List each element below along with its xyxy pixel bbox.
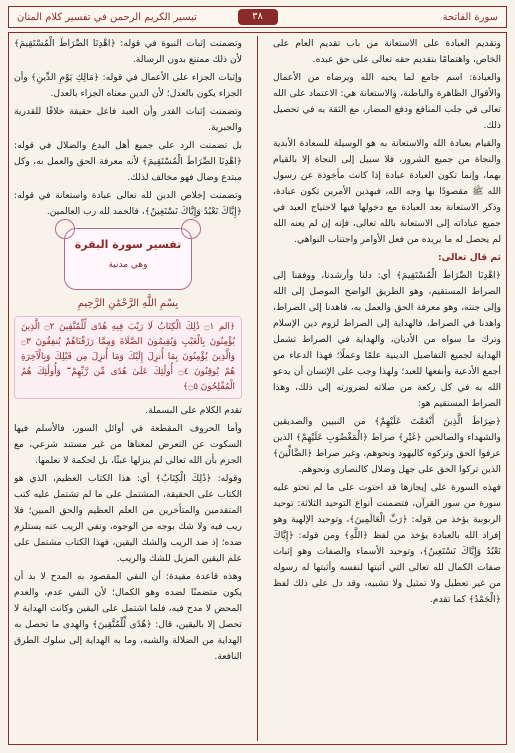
paragraph: وهذه قاعدة مفيدة: أن النفي المقصود به المدح لا بد أن يكون متضمنًا لضده وهو الكمال؛ لأن النفي عدم، والعدم المحض لا مدح فيه، فلما اشتمل على اليقين وكانت الهداية لا تحصل إلا باليقين، قال: ﴿هُدًى لِّلْمُتَّقِينَ﴾ والهدى ما تحصل به الهداية من الضلالة والشبه، وما به الهداية إلى سلوك الطرق النافعة. xyxy=(14,571,242,662)
paragraph: وأما الحروف المقطعة في أوائل السور، فالأسلم فيها السكوت عن التعرض لمعناها من غير مستند شرعي، مع الجزم بأن الله تعالى لم ينزلها عبثًا، بل لحكمة لا نعلمها. xyxy=(14,423,242,466)
left-column xyxy=(14,36,242,741)
surah-title: تفسير سورة البقرة xyxy=(74,238,182,251)
paragraph: وإثبات الجزاء على الأعمال في قوله: ﴿مَالِكِ يَوْمِ الدِّينِ﴾ وأن الجزاء يكون بالعدل؛ لأن الدين معناه الجزاء بالعدل. xyxy=(14,72,242,99)
paragraph: وقوله: ﴿ذَٰلِكَ الْكِتَابُ﴾ أي: هذا الكتاب العظيم، الذي هو الكتاب على الحقيقة، المشتمل على ما لم تشتمل عليه كتب المتقدمين والمتأخرين من العلم العظيم والحق المبين؛ فلا ريب فيه ولا شك بوجه من الوجوه، ونفي الريب عنه يستلزم ضده؛ إذ ضد الريب والشك اليقين، فهذا الكتاب مشتمل على علم اليقين المزيل للشك والريب. xyxy=(14,473,242,564)
basmala: بِسْمِ اللَّهِ الرَّحْمَٰنِ الرَّحِيمِ xyxy=(77,298,179,309)
paragraph: وتضمنت إثبات القدر وأن العبد فاعل حقيقة خلافًا للقدرية والجبرية. xyxy=(14,106,242,133)
paragraph: فهذه السورة على إيجازها قد احتوت على ما لم تحتو عليه سورة من سور القرآن، فتضمنت أنواع التوحيد الثلاثة: توحيد الربوبية يؤخذ من قوله: ﴿رَبِّ الْعَالَمِينَ﴾، وتوحيد الإلهية وهو إفراد الله بالعبادة يؤخذ من لفظ ﴿اللَّهِ﴾ ومن قوله: ﴿إِيَّاكَ نَعْبُدُ وَإِيَّاكَ نَسْتَعِينُ﴾، وتوحيد الأسماء والصفات وهو إثبات صفات الكمال لله تعالى التي أثبتها لنفسه وأثبتها له رسوله من غير تعطيل ولا تمثيل ولا تشبيه، وقد دل على ذلك لفظ ﴿الْحَمْدُ﴾ كما تقدم. xyxy=(273,482,501,605)
page-number: ٣٨ xyxy=(238,9,278,25)
header-right-title: سورة الفاتحة xyxy=(442,11,498,23)
paragraph: والقيام بعبادة الله والاستعانة به هو الوسيلة للسعادة الأبدية والنجاة من جميع الشرور، فلا سبيل إلى النجاة إلا بالقيام بهما، وإنما تكون العبادة عبادة إذا كانت مأخوذة عن رسول الله ﷺ مقصودًا بها وجه الله، فبهذين الأمرين تكون عبادة، وذكر الاستعانة بعد العبادة مع دخولها فيها لاحتياج العبد في جميع عباداته إلى الاستعانة بالله تعالى، فإنه إن لم يعنه الله لم يحصل له ما يريده من فعل الأوامر واجتناب النواهي. xyxy=(273,138,501,245)
surah-title-box xyxy=(64,228,192,290)
paragraph: وتضمنت إخلاص الدين لله تعالى عبادة واستعانة في قوله: ﴿إِيَّاكَ نَعْبُدُ وَإِيَّاكَ نَسْتَعِينُ﴾، فالحمد لله رب العالمين. xyxy=(14,190,242,217)
paragraph: تقدم الكلام على البسملة. xyxy=(145,405,242,416)
header-left-title: تيسير الكريم الرحمن في تفسير كلام المنان xyxy=(17,11,197,23)
paragraph: وتضمنت إثبات النبوة في قوله: ﴿اهْدِنَا الصِّرَاطَ الْمُسْتَقِيمَ﴾ لأن ذلك ممتنع بدون الرسالة. xyxy=(14,38,242,65)
paragraph: وتقديم العبادة على الاستعانة من باب تقديم العام على الخاص، واهتمامًا بتقديم حقه تعالى على حق عبده. xyxy=(273,38,501,65)
right-column xyxy=(273,36,501,741)
paragraph: والعبادة: اسم جامع لما يحبه الله ويرضاه من الأعمال والأقوال الظاهرة والباطنة، والاستعانة هي: الاعتماد على الله تعالى في جلب المنافع ودفع المضار، مع الثقة به في تحصيل ذلك. xyxy=(273,72,501,131)
paragraph: ﴿اهْدِنَا الصِّرَاطَ الْمُسْتَقِيمَ﴾ أي: دلنا وأرشدنا، ووفقنا إلى الصراط المستقيم، وهو الطريق الواضح الموصل إلى الله وإلى جنته، وهو معرفة الحق والعمل به، فاهدنا إلى الصراط، واهدنا في الصراط، فالهداية إلى الصراط لزوم دين الإسلام وترك ما سواه من الأديان، والهداية في الصراط تشمل الهداية لجميع التفاصيل الدينية علمًا وعملًا؛ فهذا الدعاء من أجمع الأدعية وأنفعها للعبد؛ ولهذا وجب على الإنسان أن يدعو الله به في كل ركعة من صلاته لضرورته إلى ذلك، وهذا الصراط المستقيم هو: xyxy=(273,270,501,409)
paragraph: ثم قال تعالى: xyxy=(438,252,501,263)
surah-subtitle: وهي مدنية xyxy=(108,260,148,270)
ayah-block: ﴿الم ۝١ ذَٰلِكَ الْكِتَابُ لَا رَيْبَ فِيهِ هُدًى لِّلْمُتَّقِينَ ۝٢ الَّذِينَ يُؤْمِنُونَ بِالْغَيْبِ وَيُقِيمُونَ الصَّلَاةَ وَمِمَّا رَزَقْنَاهُمْ يُنفِقُونَ ۝٣ وَالَّذِينَ يُؤْمِنُونَ بِمَا أُنزِلَ إِلَيْكَ وَمَا أُنزِلَ مِن قَبْلِكَ وَبِالْآخِرَةِ هُمْ يُوقِنُونَ ۝٤ أُولَٰئِكَ عَلَىٰ هُدًى مِّن رَّبِّهِمْ ۖ وَأُولَٰئِكَ هُمُ الْمُفْلِحُونَ ۝٥﴾ xyxy=(14,316,242,399)
paragraph: ﴿صِرَاطَ الَّذِينَ أَنْعَمْتَ عَلَيْهِمْ﴾ من النبيين والصديقين والشهداء والصالحين ﴿غَيْرِ﴾ صراط ﴿الْمَغْضُوبِ عَلَيْهِمْ﴾ الذين عرفوا الحق وتركوه كاليهود ونحوهم، وغير صراط ﴿الضَّالِّينَ﴾ الذين تركوا الحق على جهل وضلال كالنصارى ونحوهم. xyxy=(273,416,501,475)
page-header xyxy=(8,6,507,28)
column-divider xyxy=(257,36,258,741)
paragraph: بل تضمنت الرد على جميع أهل البدع والضلال في قوله: ﴿اهْدِنَا الصِّرَاطَ الْمُسْتَقِيمَ﴾ لأنه معرفة الحق والعمل به، وكل مبتدع وضال فهو مخالف لذلك. xyxy=(14,140,242,183)
